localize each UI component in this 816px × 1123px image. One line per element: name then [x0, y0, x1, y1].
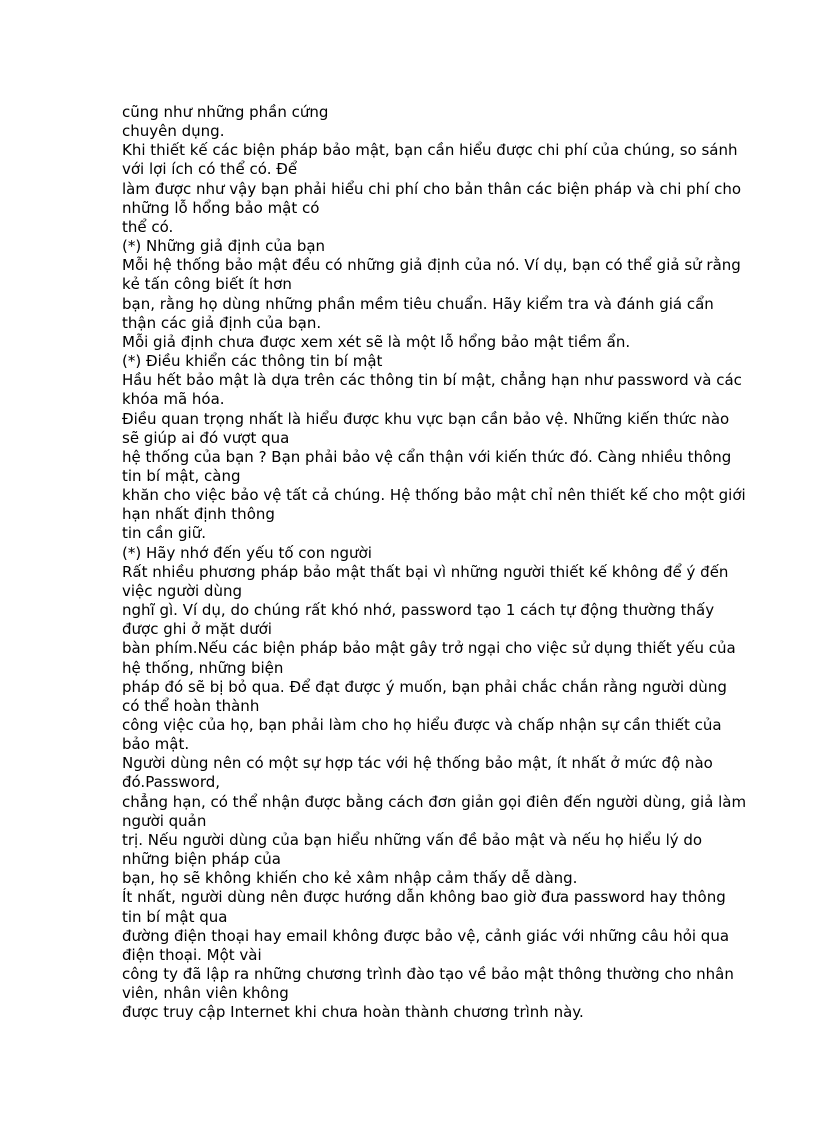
- text-line: Ít nhất, người dùng nên được hướng dẫn không bao giờ đưa password hay thông: [122, 888, 726, 907]
- text-line: sẽ giúp ai đó vượt qua: [122, 428, 290, 447]
- text-line: công ty đã lập ra những chương trình đào tạo về bảo mật thông thường cho nhân: [122, 965, 734, 984]
- text-line: được ghi ở mặt dưới: [122, 620, 272, 639]
- text-line: những biện pháp của: [122, 850, 281, 869]
- text-line: trị. Nếu người dùng của bạn hiểu những vấn đề bảo mật và nếu họ hiểu lý do: [122, 830, 703, 849]
- text-line: người quản: [122, 811, 207, 830]
- document-body: [122, 103, 747, 1023]
- text-line: việc người dùng: [122, 581, 242, 600]
- section-heading: (*) Hãy nhớ đến yếu tố con người: [122, 543, 372, 562]
- text-line: điện thoại. Một vài: [122, 945, 262, 964]
- text-line: tin cần giữ.: [122, 524, 207, 543]
- text-line: được truy cập Internet khi chưa hoàn thành chương trình này.: [122, 1003, 584, 1022]
- text-line: hệ thống, những biện: [122, 658, 284, 677]
- text-line: hệ thống của bạn ? Bạn phải bảo vệ cẩn thận với kiến thức đó. Càng nhiều thông: [122, 447, 732, 466]
- text-line: bàn phím.Nếu các biện pháp bảo mật gây trở ngại cho việc sử dụng thiết yếu của: [122, 639, 736, 658]
- text-line: đường điện thoại hay email không được bảo vệ, cảnh giác với những câu hỏi qua: [122, 926, 730, 945]
- text-line: công việc của họ, bạn phải làm cho họ hiểu được và chấp nhận sự cần thiết của: [122, 716, 722, 734]
- text-line: nghĩ gì. Ví dụ, do chúng rất khó nhớ, password tạo 1 cách tự động thường thấy: [122, 601, 715, 620]
- text-line: đó.Password,: [122, 773, 221, 792]
- text-line: Mỗi giả định chưa được xem xét sẽ là một lỗ hổng bảo mật tiềm ẩn.: [122, 332, 631, 351]
- text-line: cũng như những phần cứng: [122, 103, 329, 121]
- text-line: thận các giả định của bạn.: [122, 313, 322, 332]
- text-line: chuyên dụng.: [122, 122, 225, 141]
- text-line: chẳng hạn, có thể nhận được bằng cách đơn giản gọi điên đến người dùng, giả làm: [122, 792, 747, 811]
- text-line: làm được như vậy bạn phải hiểu chi phí cho bản thân các biện pháp và chi phí cho: [122, 179, 742, 198]
- text-line: hạn nhất định thông: [122, 505, 275, 524]
- section-heading: (*) Những giả định của bạn: [122, 237, 326, 256]
- text-line: bảo mật.: [122, 735, 190, 754]
- text-line: với lợi ích có thể có. Để: [122, 160, 298, 179]
- text-line: những lỗ hổng bảo mật có: [122, 198, 320, 217]
- text-line: tin bí mật, càng: [122, 466, 241, 485]
- text-line: thể có.: [122, 217, 174, 236]
- text-line: kẻ tấn công biết ít hơn: [122, 275, 292, 294]
- section-heading: (*) Điều khiển các thông tin bí mật: [122, 352, 383, 371]
- text-line: có thể hoàn thành: [122, 696, 260, 715]
- text-line: bạn, họ sẽ không khiến cho kẻ xâm nhập cảm thấy dễ dàng.: [122, 869, 578, 888]
- text-line: khăn cho việc bảo vệ tất cả chúng. Hệ thống bảo mật chỉ nên thiết kế cho một giới: [122, 486, 746, 505]
- text-line: pháp đó sẽ bị bỏ qua. Để đạt được ý muốn, bạn phải chắc chắn rằng người dùng: [122, 677, 727, 696]
- text-line: Hầu hết bảo mật là dựa trên các thông tin bí mật, chẳng hạn như password và các: [122, 371, 742, 390]
- text-line: tin bí mật qua: [122, 907, 228, 926]
- text-line: viên, nhân viên không: [122, 984, 289, 1003]
- text-line: Khi thiết kế các biện pháp bảo mật, bạn cần hiểu được chi phí của chúng, so sánh: [122, 141, 738, 160]
- text-line: Người dùng nên có một sự hợp tác với hệ thống bảo mật, ít nhất ở mức độ nào: [122, 754, 713, 773]
- text-line: bạn, rằng họ dùng những phần mềm tiêu chuẩn. Hãy kiểm tra và đánh giá cẩn: [122, 294, 714, 313]
- text-line: Điều quan trọng nhất là hiểu được khu vực bạn cần bảo vệ. Những kiến thức nào: [122, 409, 730, 428]
- text-line: khóa mã hóa.: [122, 390, 225, 409]
- text-line: Mỗi hệ thống bảo mật đều có những giả định của nó. Ví dụ, bạn có thể giả sử rằng: [122, 256, 741, 275]
- text-line: Rất nhiều phương pháp bảo mật thất bại vì những người thiết kế không để ý đến: [122, 562, 729, 581]
